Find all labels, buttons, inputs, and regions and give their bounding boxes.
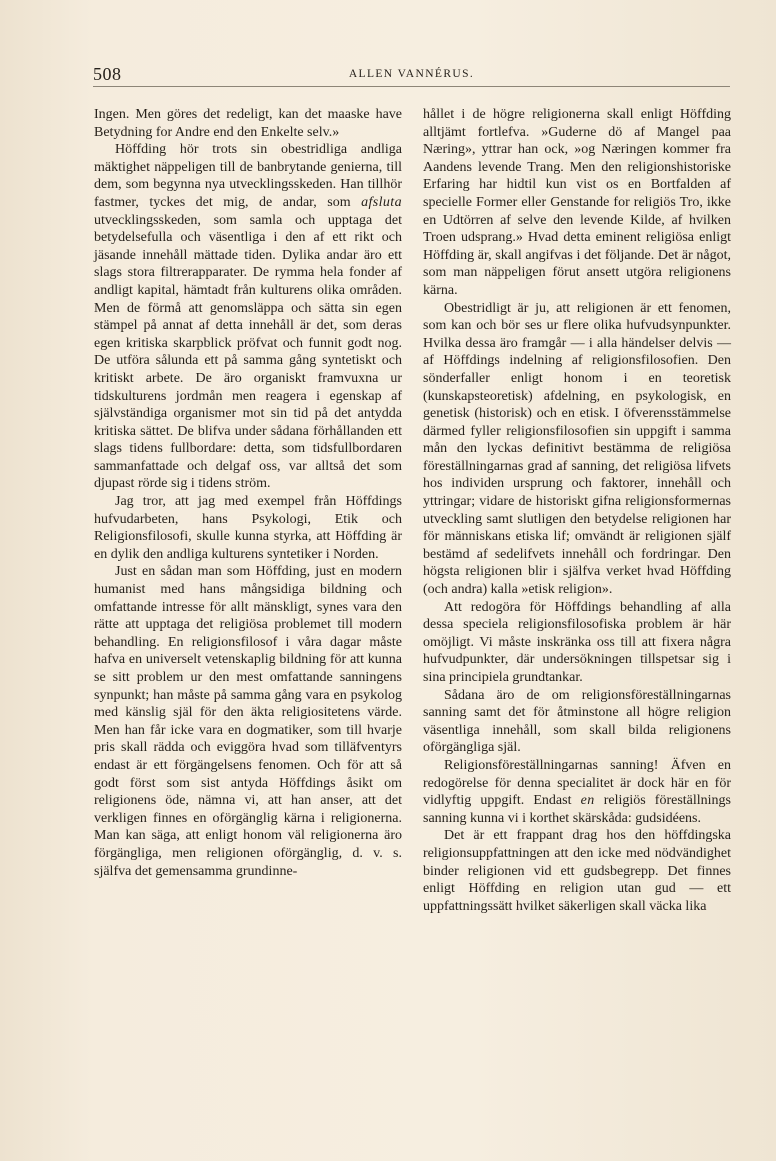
paragraph: Sådana äro de om religionsföreställningarnas sanning samt det för åtminstone all högre religion väsentliga innehåll, som skall bilda religionens oförgängliga själ. <box>423 687 731 756</box>
paragraph: Obestridligt är ju, att religionen är ett fenomen, som kan och bör ses ur flere olika hufvudsynpunkter. Hvilka dessa äro framgår — i alla händelser delvis — af Höffdings indelning af religionsfilosofien. Den sönderfaller enligt honom i en teoretisk (kunskapsteoretisk) afdelning, en psykologisk, en genetisk (historisk) och en etisk. I öfverensstämmelse därmed fyller religionsfilosofien sin uppgift i samma mån den lyckas definitivt bestämma de religiösa föreställningarnas grad af sanning, det religiösa lifvets hos individen ursprung och faktorer, innehåll och yttringar; vidare de historiskt gifna religionsformernas utveckling samt slutligen den betydelse religionen har för människans etiska lif; omvändt är religionen själf bestämd af sedelifvets innehåll och fordringar. Den högsta religionen blir i själfva verket hvad Höffding (och andra) kalla »etisk religion». <box>423 300 731 598</box>
emphasis: afsluta <box>361 194 402 210</box>
paragraph: hållet i de högre religionerna skall enligt Höffding alltjämt fortlefva. »Guderne dö af Mangel paa Næring», yttrar han ock, »og Næringen kommer fra Aandens levende Trang. Men den religionshistoriske Erfaring har hidtil kun vist os en Bortfalden af specielle Former eller Genstande for religiös Tro, ikke en Udtörren af selve den levende Kilde, af hvilken Troen udsprang.» Hvad detta eminent religiösa enligt Höffding är, skall angifvas i det följande. Det är något, som man näppeligen förut ansett utgöra religionens kärna. <box>423 107 731 298</box>
paragraph: Just en sådan man som Höffding, just en modern humanist med hans mångsidiga bildning och omfattande intresse för allt mänskligt, synes vara den rätte att upptaga det religiösa problemet till modern behandling. En religionsfilosof i våra dagar måste hafva en universelt vetenskaplig bildning för att kunna se sitt problem ur den mest omfattande sanningens synpunkt; han måste på samma gång vara en psykolog med känslig själ för den äkta religiositetens värde. Men han får icke vara en dogmatiker, som till hvarje pris skall rädda och eviggöra hvad som tilläfventyrs endast är ett förgängelsens fenomen. Och för att så godt först som sist antyda Höffdings åsikt om religionens öde, nämna vi, att han anser, att det verkligen finnes en oförgänglig kärna i religionerna. Man kan säga, att enligt honom väl religionerna äro förgängliga, men religionen oförgänglig, d. v. s. själfva det gemensamma grundinne- <box>94 564 402 879</box>
running-head: ALLEN VANNÉRUS. <box>348 68 475 80</box>
page-header <box>93 64 730 87</box>
paragraph: Religionsföreställningarnas sanning! Äfven en redogörelse för denna specialitet är dock här en för vidlyftig uppgift. Endast en religiös föreställnings sanning kunna vi i korthet skärskåda: gudsidéens. <box>423 757 732 826</box>
emphasis: en <box>580 793 595 809</box>
paragraph: Höffding hör trots sin obestridliga andliga mäktighet näppeligen till de banbrytande genierna, till dem, som begynna nya utvecklingsskeden. Han tillhör fastmer, tyckes det mig, de andar, som afsluta utvecklingsskeden, som samla och upptaga det betydelsefulla och väsentliga i den af ett rikt och jäsande innehåll mättade tiden. Dylika andar äro ett slags stora filtrerapparater. De rymma hela fonder af andligt kapital, hämtadt från kulturens olika områden. Men de förmå att genomsläppa och sätta sin egen stämpel på annat af detta innehåll är det, som deras egen kritiska skarpblick pröfvat och funnit godt nog. De utföra sålunda ett på samma gång syntetiskt och kritiskt arbete. De äro organiskt framvuxna ur tidskulturens jordmån men reagera i egenskap af självständiga organismer mot sin tid på det antydda kritiska sättet. De blifva under sådana förhållanden ett slags tidens fullbordare: detta, som tidsfullbordaren sammanfattade och delgaf oss, var alltså det som djupast rörde sig i tidens ström. <box>94 142 402 492</box>
paragraph: Att redogöra för Höffdings behandling af alla dessa speciela religionsfilosofiska problem är här omöjligt. Vi måste inskränka oss till att fixera några hufvudpunkter, där undersökningen tillspetsar sig i sina principiela grundtankar. <box>423 599 731 685</box>
paragraph: Det är ett frappant drag hos den höffdingska religionsuppfattningen att den icke med nödvändighet binder religionen vid ett gudsbegrepp. Det finnes enligt Höffding en religion utan gud — ett uppfattningssätt hvilket säkerligen skall väcka lika <box>423 828 731 914</box>
paragraph: Jag tror, att jag med exempel från Höffdings hufvudarbeten, hans Psykologi, Etik och Religionsfilosofi, skulle kunna styrka, att Höffding är en dylik den andliga kulturens syntetiker i Norden. <box>94 494 402 562</box>
paragraph: Ingen. Men göres det redeligt, kan det maaske have Betydning for Andre end den Enkelte selv.» <box>94 107 402 140</box>
left-column <box>94 106 402 880</box>
right-column <box>423 106 731 915</box>
page-number: 508 <box>93 64 122 84</box>
